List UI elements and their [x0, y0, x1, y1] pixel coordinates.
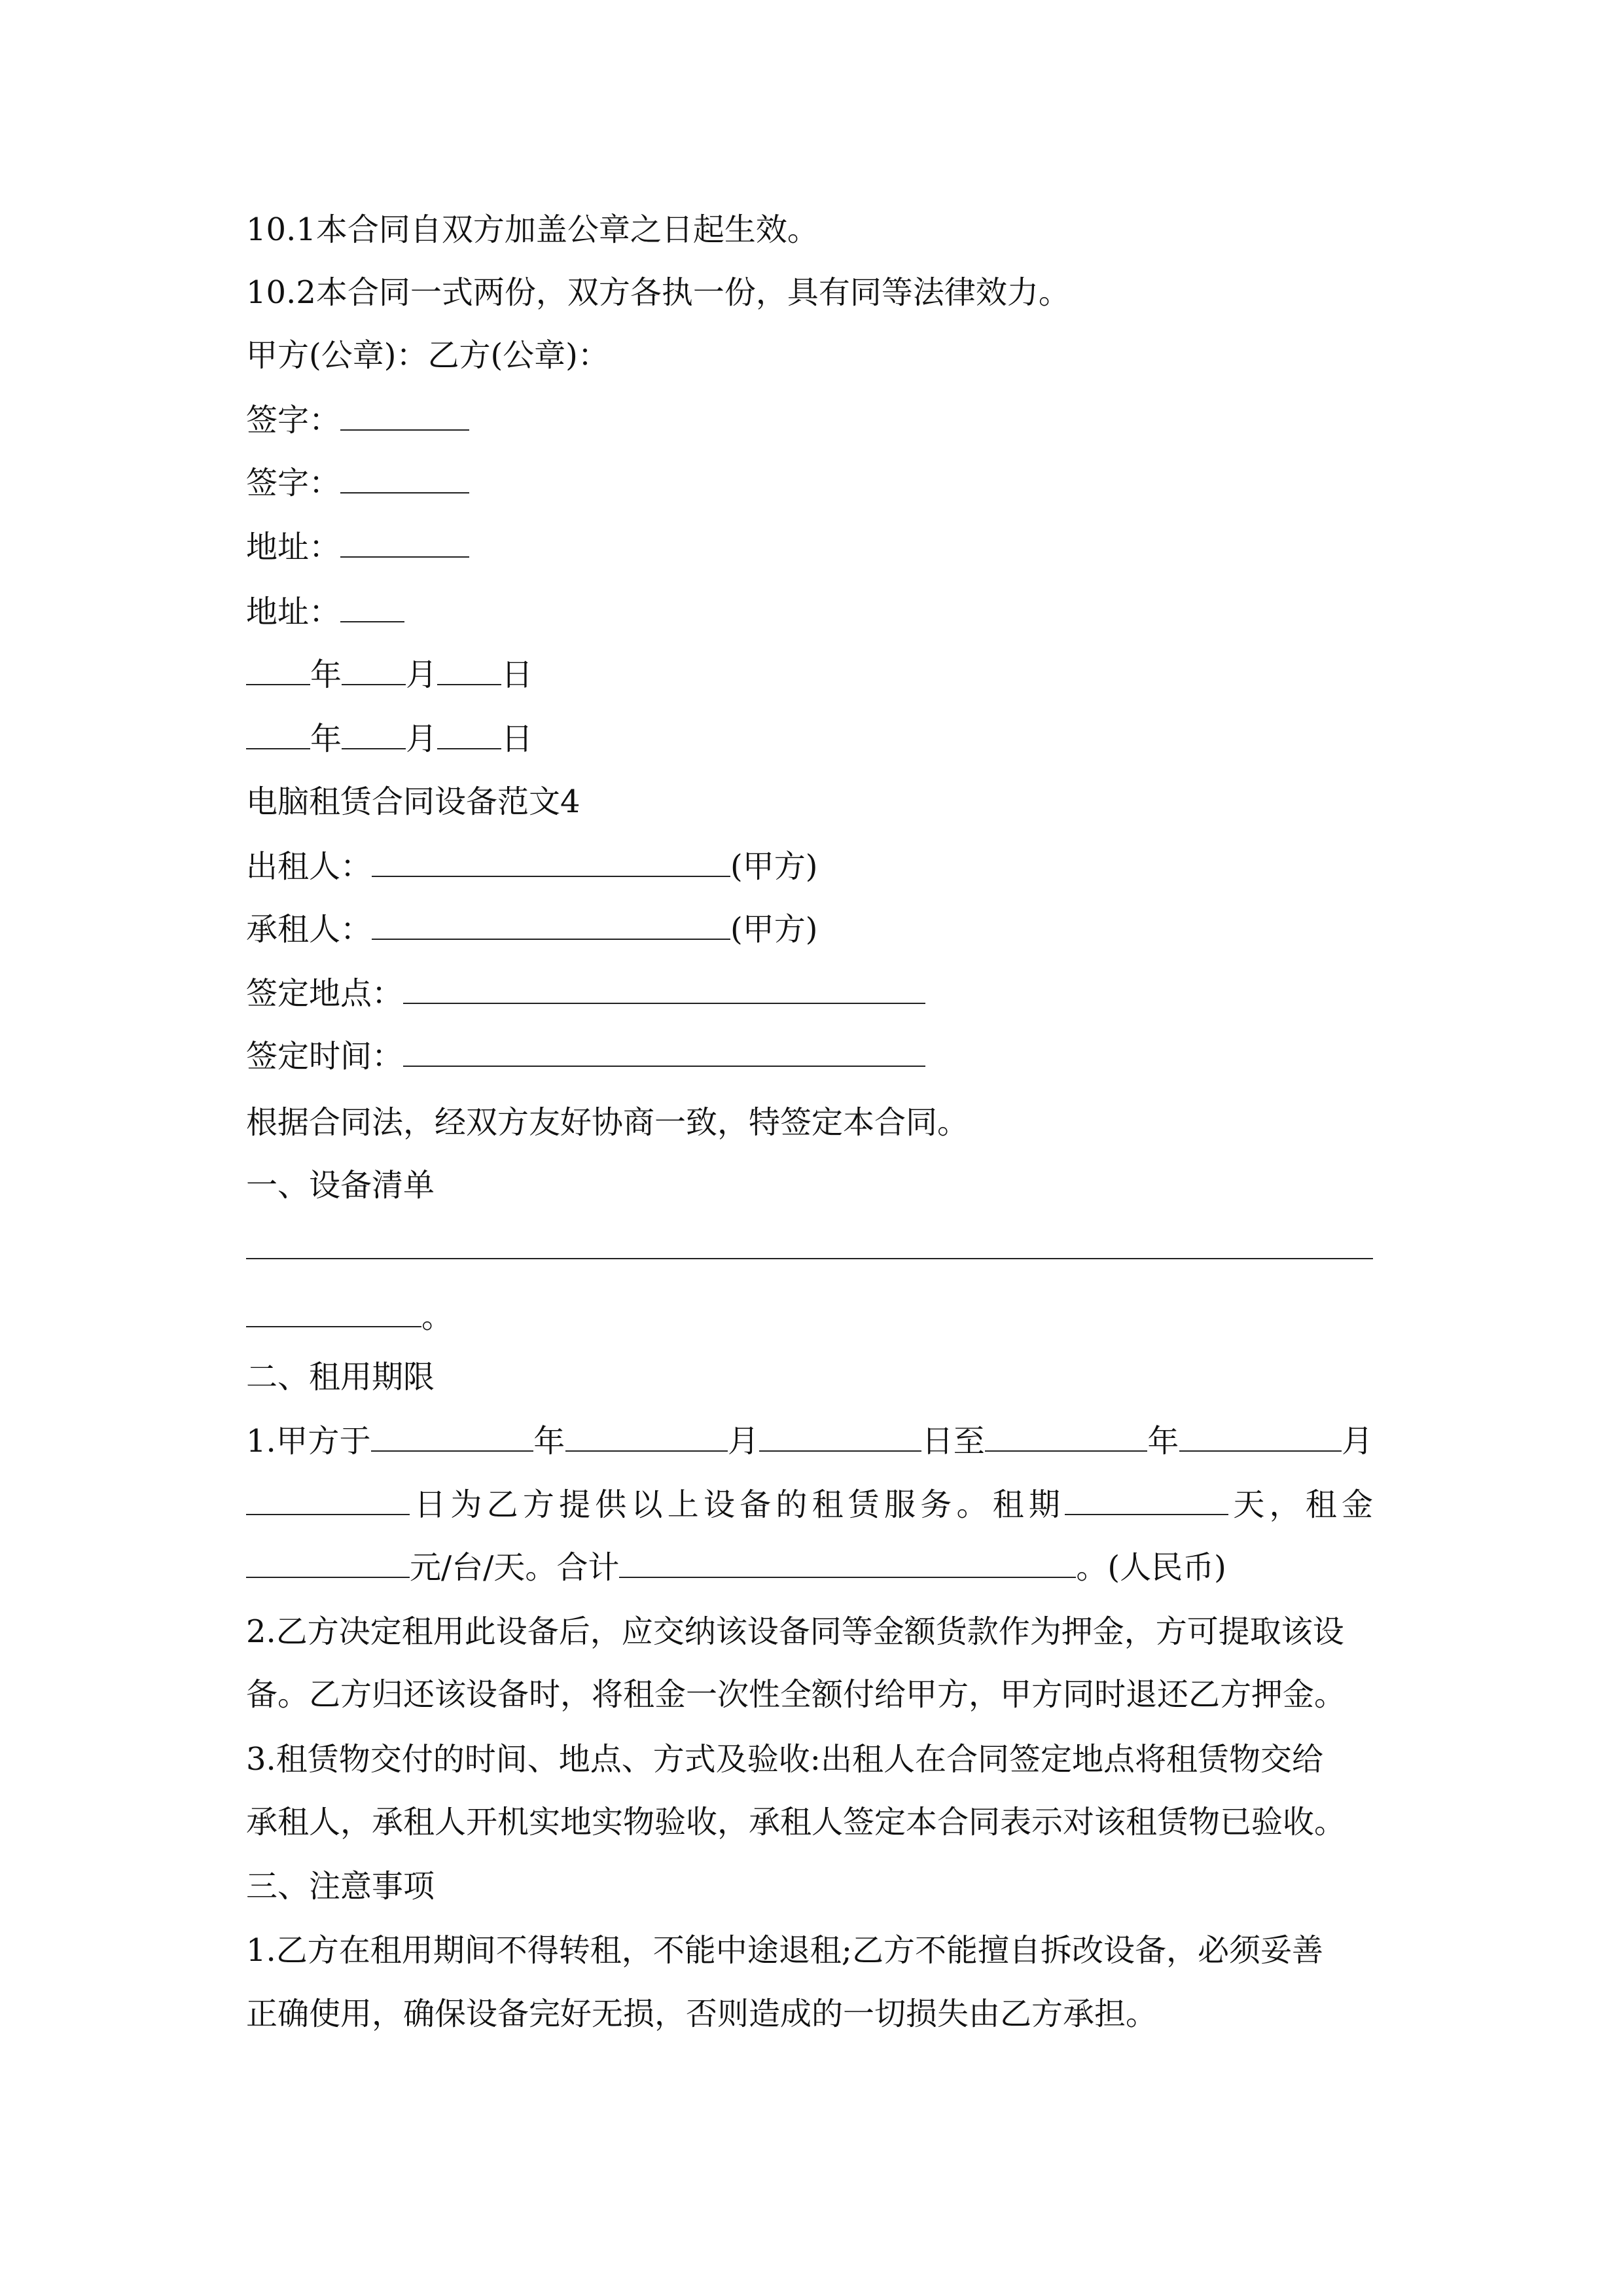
date-blank — [437, 655, 501, 685]
blank — [565, 1422, 728, 1452]
place-blank — [403, 974, 925, 1004]
blank — [1179, 1422, 1342, 1452]
note-1-line-2: 正确使用，确保设备完好无损，否则造成的一切损失由乙方承担。 — [246, 1996, 1158, 2032]
party-a-label: (甲方) — [730, 848, 818, 885]
heading-notes: 三、注意事项 — [246, 1868, 435, 1905]
place-line — [246, 974, 925, 1013]
lessor-blank — [372, 847, 730, 877]
text: 年 — [533, 1423, 565, 1460]
sign-line-2 — [246, 463, 469, 503]
clause-2-line-2: 备。乙方归还该设备时，将租金一次性全额付给甲方，甲方同时退还乙方押金。 — [246, 1676, 1346, 1713]
text: 日为乙方提供以上设备的租赁服务。租期 — [410, 1486, 1065, 1523]
date-blank — [437, 719, 501, 749]
rental-line-2 — [246, 1485, 1373, 1524]
time-line — [246, 1037, 925, 1076]
time-label: 签定时间： — [246, 1038, 404, 1075]
equipment-list-blank-rule — [246, 1258, 1373, 1259]
text: 天，租金 — [1228, 1486, 1373, 1523]
date-blank — [246, 719, 310, 749]
date-year: 年 — [310, 721, 342, 757]
lessee-label: 承租人： — [246, 911, 372, 948]
lessee-blank — [372, 910, 730, 940]
date-day: 日 — [501, 656, 533, 693]
lessor-line — [246, 847, 817, 886]
sign-label: 签字： — [246, 402, 341, 439]
party-a-label: (甲方) — [730, 911, 818, 948]
intro-text: 根据合同法，经双方友好协商一致，特签定本合同。 — [246, 1104, 969, 1141]
address-label: 地址： — [246, 529, 341, 565]
period: 。 — [421, 1299, 454, 1335]
date-month: 月 — [406, 721, 438, 757]
clause-3-line-1: 3.租赁物交付的时间、地点、方式及验收:出租人在合同签定地点将租赁物交给 — [246, 1741, 1323, 1778]
address-line-1 — [246, 528, 469, 567]
date-blank — [342, 655, 406, 685]
text: 日至 — [921, 1423, 986, 1460]
address-blank — [340, 592, 404, 622]
section-title: 电脑租赁合同设备范文4 — [246, 783, 580, 820]
note-1-line-1: 1.乙方在租用期间不得转租，不能中途退租;乙方不能擅自拆改设备，必须妥善 — [246, 1932, 1323, 1969]
address-label: 地址： — [246, 594, 341, 630]
sign-blank — [340, 463, 469, 493]
blank — [246, 1485, 410, 1515]
date-day: 日 — [501, 721, 533, 757]
date-blank — [342, 719, 406, 749]
text: 月 — [1341, 1423, 1373, 1460]
time-blank — [403, 1037, 925, 1067]
heading-equipment-list: 一、设备清单 — [246, 1167, 435, 1204]
sign-line-1 — [246, 401, 469, 440]
heading-rental-period: 二、租用期限 — [246, 1359, 435, 1395]
lessee-line — [246, 910, 817, 949]
blank — [759, 1422, 921, 1452]
text: 1.甲方于 — [246, 1423, 371, 1460]
clause-3-line-2: 承租人，承租人开机实地实物验收，承租人签定本合同表示对该租赁物已验收。 — [246, 1804, 1346, 1840]
date-blank — [246, 655, 310, 685]
clause-10-1: 10.1本合同自双方加盖公章之日起生效。 — [246, 211, 819, 248]
blank — [1065, 1485, 1228, 1515]
lessor-label: 出租人： — [246, 848, 372, 885]
clause-2-line-1: 2.乙方决定租用此设备后，应交纳该设备同等金额货款作为押金，方可提取该设 — [246, 1613, 1344, 1650]
equipment-blank — [246, 1297, 421, 1327]
text: 元/台/天。合计 — [410, 1549, 620, 1586]
address-line-2 — [246, 592, 404, 632]
text: 年 — [1147, 1423, 1179, 1460]
rental-line-1 — [246, 1422, 1373, 1461]
clause-10-2: 10.2本合同一式两份，双方各执一份，具有同等法律效力。 — [246, 274, 1070, 311]
date-month: 月 — [406, 656, 438, 693]
text: 月 — [727, 1423, 760, 1460]
place-label: 签定地点： — [246, 975, 404, 1012]
blank — [619, 1548, 1076, 1578]
rental-line-3 — [246, 1548, 1226, 1587]
text: 。(人民币) — [1076, 1549, 1226, 1586]
blank — [246, 1548, 410, 1578]
address-blank — [340, 528, 469, 558]
sign-label: 签字： — [246, 465, 341, 501]
equipment-list-end — [246, 1297, 453, 1336]
date-line-1 — [246, 655, 533, 694]
date-line-2 — [246, 719, 533, 759]
seal-line: 甲方(公章)：乙方(公章)： — [246, 337, 609, 374]
date-year: 年 — [310, 656, 342, 693]
sign-blank — [340, 401, 469, 431]
blank — [985, 1422, 1147, 1452]
blank — [371, 1422, 533, 1452]
